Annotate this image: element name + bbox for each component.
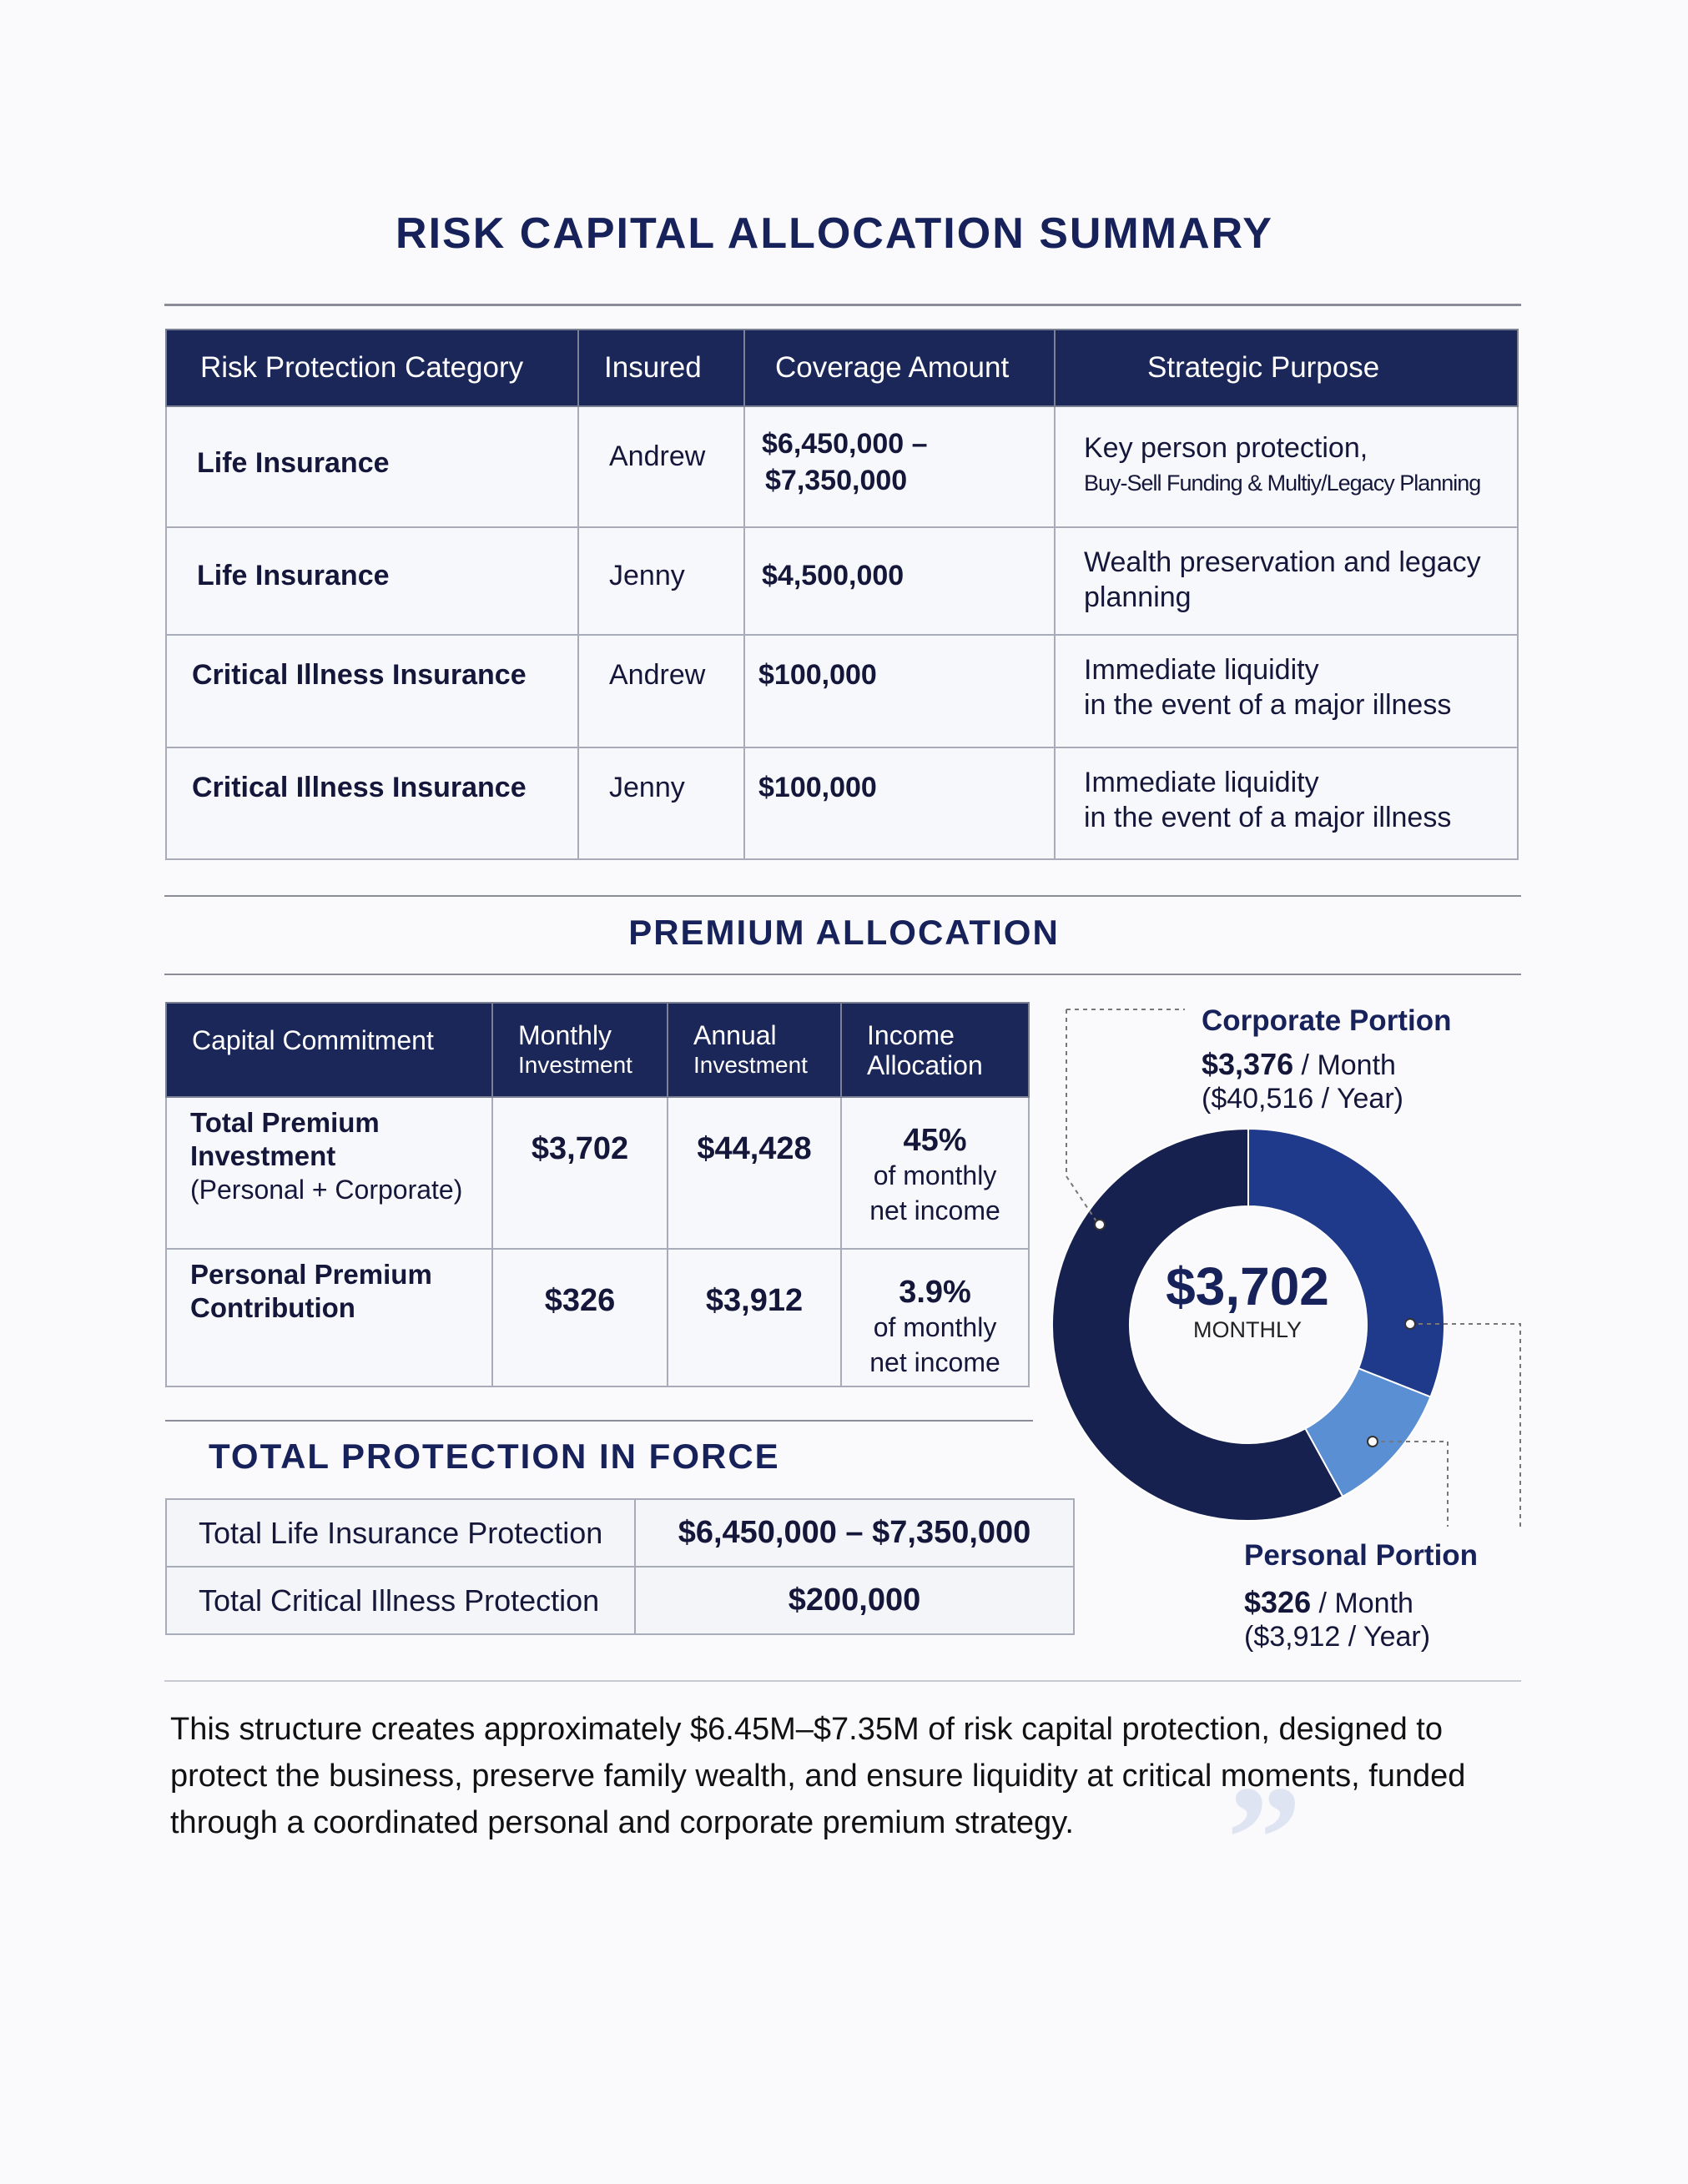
column-header: Risk Protection Category <box>166 330 578 406</box>
category-cell: Life Insurance <box>166 527 578 635</box>
personal-annual: ($3,912 / Year) <box>1244 1621 1431 1653</box>
pct-sub: net income <box>869 1195 1000 1225</box>
label-line: (Personal + Corporate) <box>190 1175 463 1205</box>
table-row <box>166 1567 1074 1634</box>
income-cell <box>841 1249 1029 1386</box>
quote-icon: ” <box>1227 1755 1302 1921</box>
monthly-cell: $326 <box>492 1249 668 1386</box>
category-cell: Life Insurance <box>166 406 578 527</box>
header-text: Annual <box>693 1019 777 1050</box>
purpose-line: Wealth preservation and legacy <box>1084 546 1481 578</box>
insured-cell: Jenny <box>578 747 744 859</box>
leader-dot <box>1405 1319 1415 1329</box>
purpose-cell <box>1055 635 1518 747</box>
purpose-line: Buy-Sell Funding & Multiy/Legacy Planning <box>1084 471 1481 496</box>
coverage-cell: $100,000 <box>744 635 1055 747</box>
annual-cell: $44,428 <box>668 1097 841 1249</box>
header-text: Allocation <box>867 1049 983 1080</box>
coverage-cell: $4,500,000 <box>744 527 1055 635</box>
header-text: Investment <box>518 1051 632 1078</box>
leader-dot <box>1368 1437 1378 1447</box>
purpose-cell <box>1055 406 1518 527</box>
monthly-cell: $3,702 <box>492 1097 668 1249</box>
label-line: Total Premium <box>190 1107 380 1138</box>
corporate-portion-label <box>1202 1004 1451 1115</box>
category-cell: Critical Illness Insurance <box>166 635 578 747</box>
label-line: Personal Premium <box>190 1259 432 1290</box>
label-line: Contribution <box>190 1292 355 1323</box>
header-text: Monthly <box>518 1019 612 1050</box>
header-text: Investment <box>693 1051 808 1078</box>
header-text: Capital Commitment <box>192 1025 434 1055</box>
divider <box>165 1420 1033 1422</box>
table-row <box>166 527 1518 635</box>
purpose-line: in the event of a major illness <box>1084 802 1452 833</box>
table-row <box>166 635 1518 747</box>
divider <box>164 304 1521 306</box>
category-cell: Critical Illness Insurance <box>166 747 578 859</box>
insured-cell: Jenny <box>578 527 744 635</box>
protection-label: Total Life Insurance Protection <box>166 1499 635 1567</box>
divider <box>164 974 1521 975</box>
column-header: Insured <box>578 330 744 406</box>
insured-cell: Andrew <box>578 635 744 747</box>
table-row <box>166 1249 1029 1386</box>
purpose-line: Immediate liquidity <box>1084 767 1319 798</box>
column-header <box>492 1003 668 1097</box>
personal-per-month: / Month <box>1311 1588 1413 1619</box>
purpose-line: Immediate liquidity <box>1084 654 1319 686</box>
table-row <box>166 1097 1029 1249</box>
coverage-cell <box>744 406 1055 527</box>
column-header: Coverage Amount <box>744 330 1055 406</box>
personal-amount: $326 <box>1244 1585 1312 1619</box>
table-row <box>166 747 1518 859</box>
column-header <box>668 1003 841 1097</box>
header-text: Income <box>867 1019 955 1050</box>
donut-center <box>1126 1256 1368 1343</box>
coverage-line: $6,450,000 – <box>762 428 928 460</box>
page-title: RISK CAPITAL ALLOCATION SUMMARY <box>396 209 1273 258</box>
leader-dot <box>1095 1220 1105 1230</box>
personal-title: Personal Portion <box>1244 1539 1479 1572</box>
purpose-cell <box>1055 747 1518 859</box>
protection-value: $200,000 <box>635 1567 1074 1634</box>
corporate-amount: $3,376 <box>1202 1047 1294 1081</box>
column-header <box>841 1003 1029 1097</box>
summary-paragraph: This structure creates approximately $6.45M–$7.35M of risk capital protection, designed to protect the business, preserve family wealth, and ensure liquidity at critical moments, funded through a coordinated personal and corporate premium strategy. <box>170 1712 1466 1840</box>
corporate-per-month: / Month <box>1293 1049 1396 1081</box>
table-header-row <box>166 330 1518 406</box>
donut-center-value: $3,702 <box>1166 1256 1329 1316</box>
premium-table <box>165 1002 1030 1387</box>
income-cell <box>841 1097 1029 1249</box>
pct-sub: of monthly <box>873 1312 997 1342</box>
table-row <box>166 406 1518 527</box>
section-heading-protection: TOTAL PROTECTION IN FORCE <box>209 1437 780 1476</box>
divider <box>164 1680 1521 1682</box>
column-header <box>166 1003 492 1097</box>
divider <box>164 895 1521 897</box>
purpose-cell <box>1055 527 1518 635</box>
section-heading-premium: PREMIUM ALLOCATION <box>628 913 1060 952</box>
purpose-line: planning <box>1084 581 1192 613</box>
risk-table <box>165 329 1519 860</box>
commitment-cell <box>166 1249 492 1386</box>
purpose-line: in the event of a major illness <box>1084 689 1452 721</box>
protection-value: $6,450,000 – $7,350,000 <box>635 1499 1074 1567</box>
personal-portion-label <box>1244 1539 1478 1653</box>
annual-cell: $3,912 <box>668 1249 841 1386</box>
commitment-cell <box>166 1097 492 1249</box>
pct-value: 45% <box>903 1123 967 1158</box>
insured-cell: Andrew <box>578 406 744 527</box>
pct-value: 3.9% <box>899 1275 971 1310</box>
corporate-annual: ($40,516 / Year) <box>1202 1083 1403 1115</box>
label-line: Investment <box>190 1140 336 1171</box>
purpose-line: Key person protection, <box>1084 432 1368 464</box>
coverage-line: $7,350,000 <box>765 465 908 496</box>
corporate-title: Corporate Portion <box>1202 1004 1452 1037</box>
table-row <box>166 1499 1074 1567</box>
protection-table <box>165 1498 1075 1635</box>
pct-sub: of monthly <box>873 1160 997 1190</box>
pct-sub: net income <box>869 1347 1000 1377</box>
protection-label: Total Critical Illness Protection <box>166 1567 635 1634</box>
column-header: Strategic Purpose <box>1055 330 1518 406</box>
table-header-row <box>166 1003 1029 1097</box>
donut-center-label: MONTHLY <box>1192 1317 1302 1342</box>
coverage-cell: $100,000 <box>744 747 1055 859</box>
